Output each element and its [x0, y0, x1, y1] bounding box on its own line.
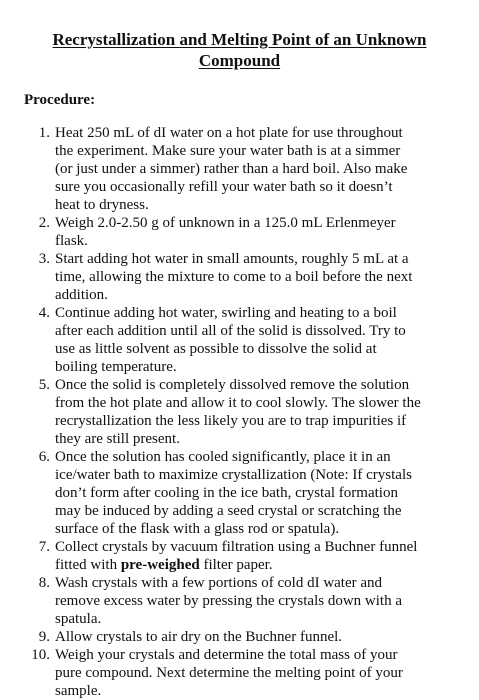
procedure-step-7 — [0, 538, 479, 574]
step-text: Weigh 2.0-2.50 g of unknown in a 125.0 mL Erlenmeyer flask. — [55, 215, 396, 249]
step-text — [55, 539, 417, 573]
step-number: 4. — [38, 305, 50, 321]
procedure-step-9 — [0, 628, 479, 646]
procedure-step-2 — [0, 214, 479, 250]
step-number: 10. — [31, 647, 50, 663]
step-text: Wash crystals with a few portions of cold dI water and remove excess water by pressing the crystals down with a spatula. — [55, 575, 402, 627]
title-line-1: Recrystallization and Melting Point of an Unknown — [52, 30, 427, 49]
procedure-step-5 — [0, 376, 479, 448]
step-number: 7. — [38, 539, 50, 555]
title-line-2: Compound — [198, 51, 281, 70]
step-text: Weigh your crystals and determine the total mass of your pure compound. Next determine the melting point of your sample. — [55, 647, 403, 699]
procedure-step-10 — [0, 646, 479, 700]
procedure-heading: Procedure: — [24, 92, 96, 108]
step-text: Once the solution has cooled significantly, place it in an ice/water bath to maximize crystallization (Note: If crystals don’t form after cooling in the ice bath, crystal formation may be induced by adding a seed crystal or scratching the surface of the flask with a glass rod or spatula). — [55, 449, 412, 537]
step-number: 6. — [38, 449, 50, 465]
step-number: 9. — [38, 629, 50, 645]
step-number: 1. — [38, 125, 50, 141]
procedure-step-3 — [0, 250, 479, 304]
procedure-steps-list — [0, 124, 479, 700]
step-text-part: filter paper. — [199, 557, 273, 573]
step-text: Allow crystals to air dry on the Buchner funnel. — [55, 629, 343, 645]
document-title — [20, 29, 459, 71]
step-text: Heat 250 mL of dI water on a hot plate for use throughout the experiment. Make sure your water bath is at a simmer (or just under a simmer) rather than a hard boil. Also make sure you occasionally refill your water bath so it doesn’t heat to dryness. — [55, 125, 408, 213]
step-number: 3. — [38, 251, 50, 267]
step-text-part: Collect crystals by vacuum filtration using a Buchner funnel fitted with — [55, 539, 418, 573]
procedure-step-1 — [0, 124, 479, 214]
procedure-step-4 — [0, 304, 479, 376]
step-number: 5. — [38, 377, 50, 393]
step-text-emphasis: pre-weighed — [120, 557, 200, 573]
step-text: Once the solid is completely dissolved remove the solution from the hot plate and allow it to cool slowly. The slower the recrystallization the less likely you are to trap impurities if they are still present. — [55, 377, 421, 447]
step-number: 2. — [38, 215, 50, 231]
procedure-step-6 — [0, 448, 479, 538]
step-number: 8. — [38, 575, 50, 591]
step-text: Continue adding hot water, swirling and heating to a boil after each addition until all of the solid is dissolved. Try to use as little solvent as possible to dissolve the solid at boiling temperature. — [55, 305, 406, 375]
procedure-step-8 — [0, 574, 479, 628]
step-text: Start adding hot water in small amounts, roughly 5 mL at a time, allowing the mixture to come to a boil before the next addition. — [55, 251, 413, 303]
